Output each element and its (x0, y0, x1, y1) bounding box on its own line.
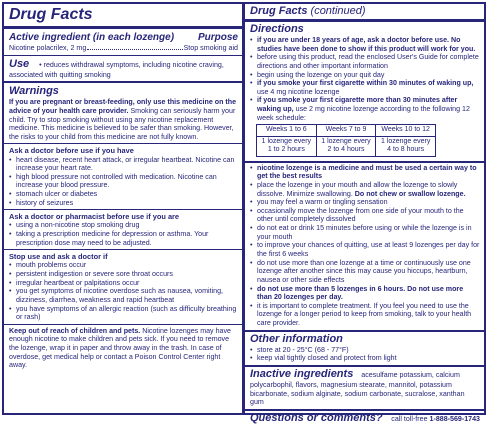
list-item: • high blood pressure not controlled with medication. Nicotine can increase your blood pressure. (9, 173, 238, 190)
ask-pharmacist-heading: Ask a doctor or pharmacist before use if you are (9, 212, 180, 222)
list-item: • using a non-nicotine stop smoking drug (9, 221, 238, 230)
inactive-ingredients-heading: Inactive ingredients (250, 368, 354, 381)
ask-pharmacist-section (4, 210, 242, 250)
left-column (4, 4, 242, 413)
active-ingredient-heading: Active ingredient (in each lozenge) (9, 32, 175, 43)
stop-use-section (4, 250, 242, 325)
list-item: • it is important to complete treatment. If you feel you need to use the lozenge for a longer period to keep from smoking, talk to your health care provider. (250, 302, 480, 328)
list-item: • nicotine lozenge is a medicine and must be used a certain way to get the best results (250, 164, 480, 181)
drug-facts-continued-title: Drug Facts (250, 5, 308, 17)
pregnancy-warning: If you are pregnant or breast-feeding, only use this medicine on the advice of your health care provider. Smoking can seriously harm your child. Try to stop smoking without using any nicotine replacement medicine. This medicine is believed to be safer than smoking. However, the risks to your child from this medicine are not fully known. (9, 98, 237, 141)
stop-use-heading: Stop use and ask a doctor if (9, 252, 108, 262)
directions-continued (245, 163, 484, 332)
right-column (245, 4, 484, 424)
list-item: • you have symptoms of an allergic reaction (such as difficulty breathing or rash) (9, 305, 238, 322)
list-item: • if you are under 18 years of age, ask a doctor before use. No studies have been done to show if this product will work for you. (250, 36, 480, 53)
table-row (257, 136, 436, 156)
directions-list-top (250, 36, 480, 122)
table-header: Weeks 1 to 6 (257, 125, 317, 136)
list-item: • do not eat or drink 15 minutes before using or while the lozenge is in your mouth (250, 224, 480, 241)
right-title-bar: Drug Facts (continued) (245, 4, 484, 22)
list-item: • mouth problems occur (9, 261, 238, 270)
list-item: • you may feel a warm or tingling sensation (250, 198, 480, 207)
list-item: • heart disease, recent heart attack, or irregular heartbeat. Nicotine can increase your heart rate. (9, 156, 238, 173)
list-item: • to improve your chances of quitting, use at least 9 lozenges per day for the first 6 weeks (250, 241, 480, 258)
table-cell: 1 lozenge every 2 to 4 hours (316, 136, 376, 156)
dosing-schedule-table (256, 124, 436, 156)
other-information-section (245, 332, 484, 367)
list-item: • if you smoke your first cigarette within 30 minutes of waking up, use 4 mg nicotine lozenge (250, 79, 480, 96)
list-item: • persistent indigestion or severe sore throat occurs (9, 270, 238, 279)
use-text: • reduces withdrawal symptoms, including nicotine craving, associated with quitting smoking (9, 60, 224, 79)
drug-facts-panel (2, 2, 486, 424)
drug-facts-title: Drug Facts (9, 6, 93, 23)
active-ingredient-section (4, 29, 242, 56)
use-heading: Use (9, 57, 30, 70)
questions-text: call toll-free (391, 414, 430, 423)
list-item: • if you smoke your first cigarette more than 30 minutes after waking up, use 2 mg nicotine lozenge according to the following 12 week schedule: (250, 96, 480, 122)
questions-heading: Questions or comments? (250, 411, 383, 424)
list-item: • occasionally move the lozenge from one side of your mouth to the other until completely dissolved (250, 207, 480, 224)
ask-doctor-heading: Ask a doctor before use if you have (9, 146, 134, 156)
use-section (4, 56, 242, 84)
list-item: • you get symptoms of nicotine overdose such as nausea, vomiting, dizziness, diarrhea, weakness and rapid heartbeat (9, 287, 238, 304)
list-item: • do not use more than one lozenge at a time or continuously use one lozenge after another since this may cause you hiccups, heartburn, nausea or other side effects (250, 259, 480, 285)
active-ingredient-row (9, 44, 238, 53)
directions-section (245, 22, 484, 163)
active-ingredient-name: Nicotine polacrilex, 2 mg (9, 44, 87, 52)
list-item: • irregular heartbeat or palpitations occur (9, 279, 238, 288)
list-item: • place the lozenge in your mouth and allow the lozenge to slowly dissolve. Minimize swallowing. Do not chew or swallow lozenge. (250, 181, 480, 198)
purpose-heading: Purpose (197, 32, 238, 43)
table-cell: 1 lozenge every 4 to 8 hours (376, 136, 436, 156)
directions-heading: Directions (250, 23, 304, 35)
ask-doctor-section (4, 144, 242, 210)
phone-number: 1-888-569-1743 (429, 414, 480, 423)
inactive-ingredients-text: acesulfame potassium, calcium polycarbophil, flavors, magnesium stearate, mannitol, potassium bicarbonate, sodium alginate, sodium carbonate, sucralose, xanthan gum (250, 371, 465, 407)
table-header: Weeks 10 to 12 (376, 125, 436, 136)
questions-section (245, 411, 484, 425)
table-header: Weeks 7 to 9 (316, 125, 376, 136)
other-information-list (250, 346, 480, 363)
list-item: • taking a prescription medicine for depression or asthma. Your prescription dose may need to be adjusted. (9, 230, 238, 247)
list-item: • do not use more than 5 lozenges in 6 hours. Do not use more than 20 lozenges per day. (250, 285, 480, 302)
keep-out-of-reach-section: Keep out of reach of children and pets. Nicotine lozenges may have enough nicotine to make children and pets sick. If you need to remove the lozenge, wrap it in paper and throw away in the trash. In case of overdose, get medical help or contact a Poison Control Center right away. (9, 326, 231, 370)
ask-doctor-list (9, 156, 238, 208)
list-item: • begin using the lozenge on your quit day (250, 71, 480, 80)
table-cell: 1 lozenge every 1 to 2 hours (257, 136, 317, 156)
list-item: • store at 20 - 25°C (68 - 77°F) (250, 346, 480, 355)
list-item: • before using this product, read the enclosed User's Guide for complete directions and other important information (250, 53, 480, 70)
ask-pharmacist-list (9, 221, 238, 247)
other-information-heading: Other information (250, 332, 343, 345)
table-row (257, 125, 436, 136)
list-item: • keep vial tightly closed and protect from light (250, 354, 480, 363)
left-title-bar (4, 4, 242, 29)
inactive-ingredients-section (245, 367, 484, 411)
directions-list-bottom (250, 164, 480, 328)
warnings-section (4, 83, 242, 144)
stop-use-list (9, 261, 238, 321)
purpose-text: Stop smoking aid (183, 44, 238, 52)
list-item: • stomach ulcer or diabetes (9, 190, 238, 199)
dotted-leader (87, 49, 182, 50)
warnings-heading: Warnings (9, 85, 59, 98)
list-item: • history of seizures (9, 199, 238, 208)
